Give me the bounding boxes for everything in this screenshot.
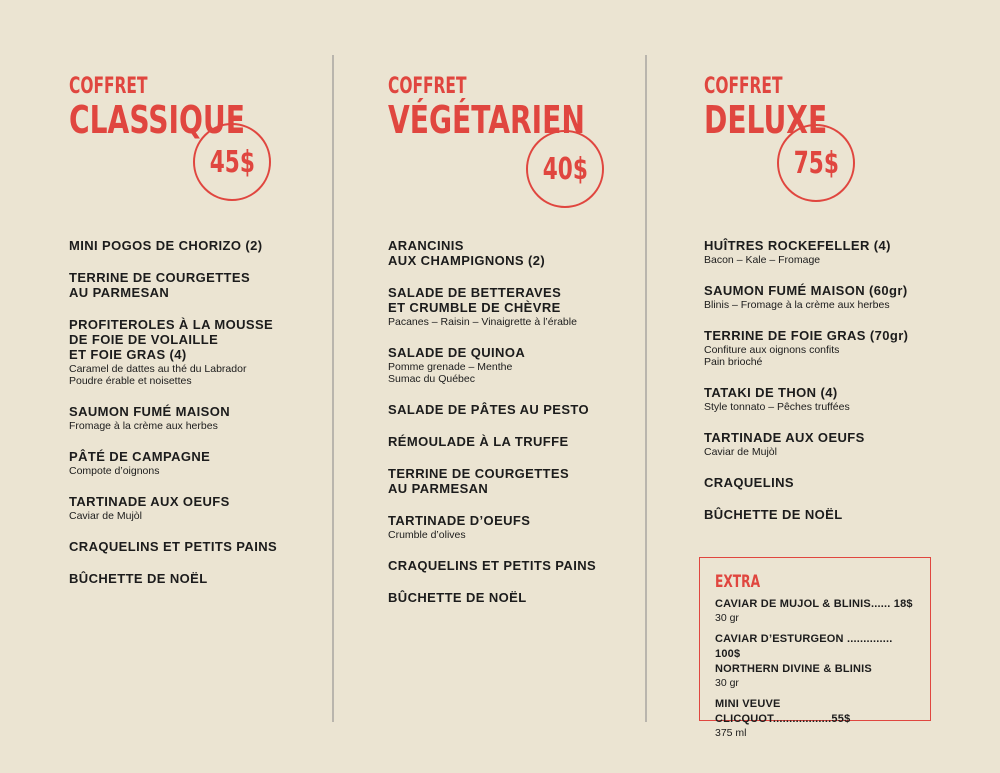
price-label: 40$ bbox=[542, 151, 588, 187]
menu-item-title: SALADE DE PÂTES AU PESTO bbox=[388, 402, 590, 417]
menu-item-title: CRAQUELINS bbox=[704, 475, 794, 490]
menu-item-title: RÉMOULADE À LA TRUFFE bbox=[388, 434, 569, 449]
menu-item-description: Compote d’oignons bbox=[69, 465, 160, 477]
extra-item-title: CAVIAR D’ESTURGEON .............. 100$ NORTHERN DIVINE & BLINIS bbox=[715, 633, 893, 675]
extra-title: EXTRA bbox=[715, 572, 761, 592]
coffret-name: CLASSIQUE bbox=[69, 98, 245, 142]
extra-item-title: MINI VEUVE CLICQUOT..................55$ bbox=[715, 698, 851, 725]
menu-item bbox=[388, 590, 638, 605]
extra-item-title: CAVIAR DE MUJOL & BLINIS...... 18$ bbox=[715, 598, 913, 610]
menu-item bbox=[69, 494, 319, 522]
menu-item-title: TERRINE DE COURGETTES AU PARMESAN bbox=[69, 270, 251, 300]
menu-items bbox=[69, 238, 319, 603]
menu-item-description: Bacon – Kale – Fromage bbox=[704, 254, 821, 266]
menu-item bbox=[388, 466, 638, 496]
menu-item-title: TARTINADE AUX OEUFS bbox=[69, 494, 230, 509]
menu-item bbox=[704, 430, 944, 458]
coffret-name: VÉGÉTARIEN bbox=[388, 98, 585, 142]
price-badge bbox=[193, 123, 271, 201]
menu-item-title: HUÎTRES ROCKEFELLER (4) bbox=[704, 238, 891, 253]
menu-item-title: ARANCINIS AUX CHAMPIGNONS (2) bbox=[388, 238, 546, 268]
price-label: 75$ bbox=[793, 145, 839, 181]
extra-item-description: 30 gr bbox=[715, 612, 739, 624]
column-divider bbox=[332, 55, 334, 722]
price-badge bbox=[526, 130, 604, 208]
menu-items bbox=[388, 238, 638, 622]
menu-item-title: BÛCHETTE DE NOËL bbox=[388, 590, 527, 605]
menu-item bbox=[704, 238, 944, 266]
menu-item-title: TATAKI DE THON (4) bbox=[704, 385, 838, 400]
menu-item bbox=[69, 571, 319, 586]
menu-item-description: Caramel de dattes au thé du Labrador Poudre érable et noisettes bbox=[69, 363, 247, 387]
menu-item bbox=[388, 434, 638, 449]
column-divider bbox=[645, 55, 647, 722]
menu-item bbox=[704, 328, 944, 368]
menu-item-description: Pomme grenade – Menthe Sumac du Québec bbox=[388, 361, 513, 385]
menu-item-title: SAUMON FUMÉ MAISON bbox=[69, 404, 231, 419]
menu-item-description: Caviar de Mujòl bbox=[69, 510, 142, 522]
menu-item-title: CRAQUELINS ET PETITS PAINS bbox=[69, 539, 278, 554]
extra-item-description: 30 gr bbox=[715, 677, 739, 689]
extra-item-description: 375 ml bbox=[715, 727, 747, 739]
menu-item bbox=[704, 283, 944, 311]
menu-item bbox=[388, 238, 638, 268]
menu-item-title: BÛCHETTE DE NOËL bbox=[69, 571, 208, 586]
menu-item-title: CRAQUELINS ET PETITS PAINS bbox=[388, 558, 597, 573]
menu-item-description: Pacanes – Raisin – Vinaigrette à l’érable bbox=[388, 316, 577, 328]
menu-item-title: TARTINADE D’OEUFS bbox=[388, 513, 531, 528]
menu-item bbox=[69, 539, 319, 554]
menu-item-title: BÛCHETTE DE NOËL bbox=[704, 507, 843, 522]
menu-item-title: SALADE DE QUINOA bbox=[388, 345, 526, 360]
menu-item-title: TARTINADE AUX OEUFS bbox=[704, 430, 865, 445]
menu-item bbox=[704, 507, 944, 522]
coffret-kicker: COFFRET bbox=[388, 74, 467, 99]
menu-item-title: PROFITEROLES À LA MOUSSE DE FOIE DE VOLAILLE ET FOIE GRAS (4) bbox=[69, 317, 274, 362]
menu-item-title: SALADE DE BETTERAVES ET CRUMBLE DE CHÈVRE bbox=[388, 285, 562, 315]
menu-item bbox=[388, 402, 638, 417]
menu-item bbox=[69, 317, 319, 387]
menu-item-description: Caviar de Mujòl bbox=[704, 446, 777, 458]
menu-item bbox=[704, 385, 944, 413]
menu-item-description: Style tonnato – Pêches truffées bbox=[704, 401, 850, 413]
menu-item-title: TERRINE DE FOIE GRAS (70gr) bbox=[704, 328, 909, 343]
menu-item bbox=[69, 404, 319, 432]
menu-item-title: TERRINE DE COURGETTES AU PARMESAN bbox=[388, 466, 570, 496]
extra-items bbox=[715, 597, 915, 747]
menu-item-title: MINI POGOS DE CHORIZO (2) bbox=[69, 238, 263, 253]
menu-item-title: PÂTÉ DE CAMPAGNE bbox=[69, 449, 211, 464]
extra-box bbox=[699, 557, 931, 739]
price-label: 45$ bbox=[209, 144, 255, 180]
menu-item bbox=[69, 449, 319, 477]
menu-item-description: Fromage à la crème aux herbes bbox=[69, 420, 218, 432]
menu-item bbox=[388, 285, 638, 328]
coffret-kicker: COFFRET bbox=[69, 74, 148, 99]
menu-item bbox=[388, 513, 638, 541]
extra-item bbox=[715, 597, 915, 624]
menu-item bbox=[69, 270, 319, 300]
menu-item-description: Blinis – Fromage à la crème aux herbes bbox=[704, 299, 890, 311]
menu-item bbox=[388, 558, 638, 573]
menu-item bbox=[704, 475, 944, 490]
menu-item bbox=[388, 345, 638, 385]
extra-item bbox=[715, 697, 915, 739]
price-badge bbox=[777, 124, 855, 202]
menu-item-title: SAUMON FUMÉ MAISON (60gr) bbox=[704, 283, 908, 298]
menu-item bbox=[69, 238, 319, 253]
coffret-name: DELUXE bbox=[704, 98, 828, 142]
menu-item-description: Crumble d’olives bbox=[388, 529, 466, 541]
coffret-kicker: COFFRET bbox=[704, 74, 783, 99]
menu-items bbox=[704, 238, 944, 539]
menu-item-description: Confiture aux oignons confits Pain brioché bbox=[704, 344, 840, 368]
extra-item bbox=[715, 632, 915, 689]
